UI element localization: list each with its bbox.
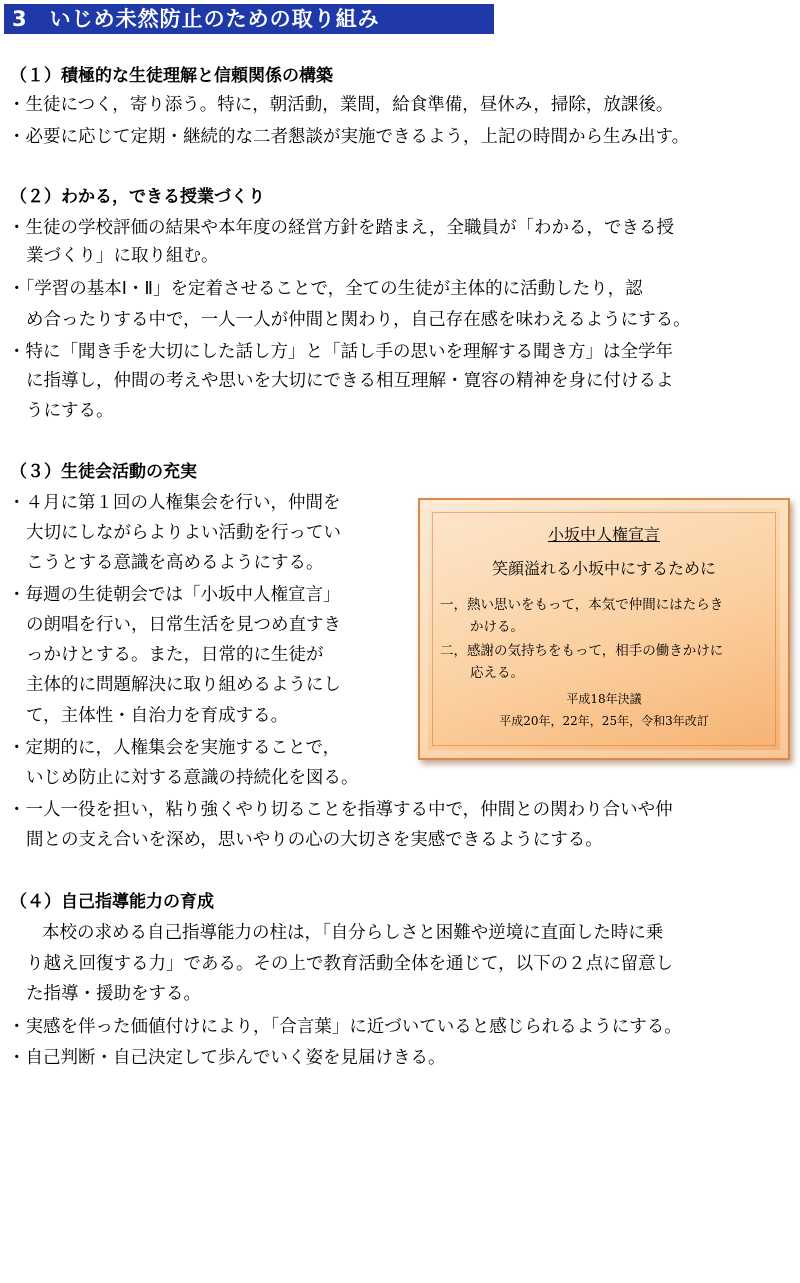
declaration-box — [418, 498, 790, 760]
section3-line-5: の朗唱を行い，日常生活を見つめ直すき — [26, 615, 341, 635]
section2-line-1: ・生徒の学校評価の結果や本年度の経営方針を踏まえ，全職員が「わかる，できる授 — [8, 218, 675, 238]
section3-line-7: 主体的に問題解決に取り組めるようにし — [26, 675, 341, 695]
section2-line-7: うにする。 — [26, 401, 114, 421]
declaration-item-1-cont: かける。 — [470, 619, 524, 635]
section4-line-4: ・実感を伴った価値付けにより，「合言葉」に近づいていると感じられるようにする。 — [8, 1017, 682, 1037]
declaration-item-1: 一，熱い思いをもって，本気で仲間にはたらき — [440, 597, 724, 613]
section3-line-2: 大切にしながらよりよい活動を行ってい — [26, 523, 341, 543]
section4-line-3: た指導・援助をする。 — [26, 984, 201, 1004]
section3-line-9: ・定期的に，人権集会を実施することで， — [8, 738, 341, 758]
section3-line-8: て，主体性・自治力を育成する。 — [26, 706, 289, 726]
section3-line-11: ・一人一役を担い，粘り強くやり切ることを指導する中で，仲間との関わり合いや仲 — [8, 800, 673, 820]
declaration-title: 小坂中人権宣言 — [547, 525, 660, 544]
section2-line-5: ・特に「聞き手を大切にした話し方」と「話し手の思いを理解する聞き方」は全学年 — [8, 342, 673, 362]
section2-line-3: ・「学習の基本Ⅰ・Ⅱ」を定着させることで，全ての生徒が主体的に活動したり，認 — [8, 279, 643, 299]
section1-line-2: ・必要に応じて定期・継続的な二者懇談が実施できるよう，上記の時間から生み出す。 — [8, 127, 690, 147]
section4-line-1: 本校の求める自己指導能力の柱は，「自分らしさと困難や逆境に直面した時に乗 — [42, 923, 664, 943]
declaration-subtitle: 笑顔溢れる小坂中にするために — [491, 559, 716, 578]
section1-heading: （１）積極的な生徒理解と信頼関係の構築 — [10, 66, 333, 86]
section3-line-10: いじめ防止に対する意識の持続化を図る。 — [26, 768, 359, 788]
declaration-item-2: 二，感謝の気持ちをもって，相手の働きかけに — [440, 643, 724, 659]
declaration-revised: 平成20年，22年，25年，令和3年改訂 — [499, 714, 709, 728]
section2-heading: （２）わかる，できる授業づくり — [10, 187, 265, 207]
declaration-enacted: 平成18年決議 — [566, 692, 642, 706]
section-title: 3 いじめ未然防止のための取り組み — [4, 4, 494, 34]
section3-heading: （３）生徒会活動の充実 — [10, 462, 197, 482]
section3-line-1: ・４月に第１回の人権集会を行い，仲間を — [8, 493, 341, 513]
section3-line-12: 間との支え合いを深め，思いやりの心の大切さを実感できるようにする。 — [26, 830, 603, 850]
declaration-item-2-cont: 応える。 — [470, 665, 524, 681]
section2-line-4: め合ったりする中で，一人一人が仲間と関わり，自己存在感を味わえるようにする。 — [26, 310, 691, 330]
section3-line-4: ・毎週の生徒朝会では「小坂中人権宣言」 — [8, 585, 341, 605]
section2-line-6: に指導し，仲間の考えや思いを大切にできる相互理解・寛容の精神を身に付けるよ — [26, 371, 674, 391]
section1-line-1: ・生徒につく，寄り添う。特に，朝活動，業間，給食準備，昼休み，掃除，放課後。 — [8, 95, 674, 115]
section3-line-6: っかけとする。また，日常的に生徒が — [26, 645, 324, 665]
section4-line-5: ・自己判断・自己決定して歩んでいく姿を見届けきる。 — [8, 1048, 446, 1068]
section3-line-3: こうとする意識を高めるようにする。 — [26, 553, 324, 573]
section4-heading: （４）自己指導能力の育成 — [10, 892, 214, 912]
section4-line-2: り越え回復する力」である。その上で教育活動全体を通じて，以下の２点に留意し — [26, 954, 674, 974]
section2-line-2: 業づくり」に取り組む。 — [26, 246, 219, 266]
